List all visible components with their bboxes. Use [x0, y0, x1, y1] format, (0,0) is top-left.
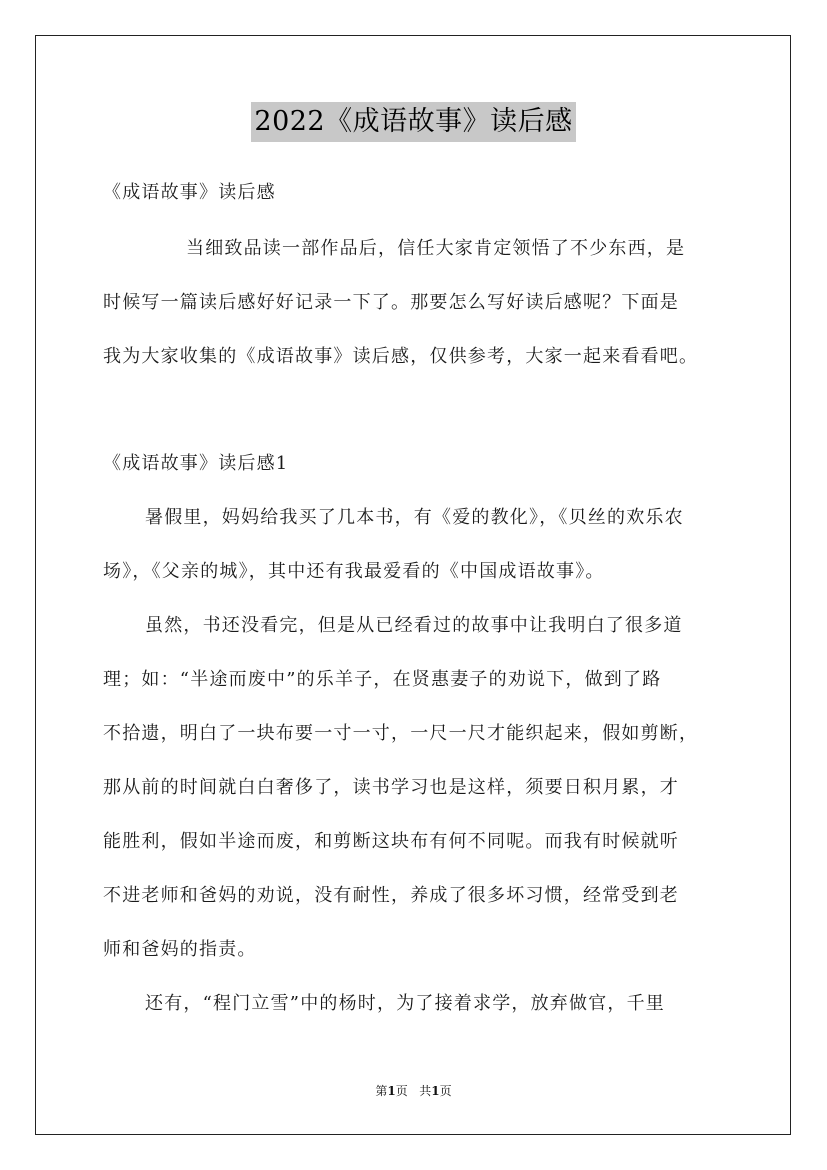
- paragraph-line: 还有，“程门立雪”中的杨时，为了接着求学，放弃做官，千里: [145, 993, 666, 1014]
- paragraph-line: 能胜利，假如半途而废，和剪断这块布有何不同呢。而我有时候就听: [103, 831, 679, 852]
- page-label-prefix: 第: [375, 1084, 388, 1098]
- paragraph-line: 理；如：“半途而废中”的乐羊子，在贤惠妻子的劝说下，做到了路: [103, 669, 662, 690]
- document-title: 2022《成语故事》读后感: [251, 102, 575, 142]
- paragraph-line: 虽然，书还没看完，但是从已经看过的故事中让我明白了很多道: [145, 615, 683, 636]
- total-label-suffix: 页: [439, 1084, 452, 1098]
- paragraph-line: 不进老师和爸妈的劝说，没有耐性，养成了很多坏习惯，经常受到老: [103, 885, 679, 906]
- paragraph-line: 那从前的时间就白白奢侈了，读书学习也是这样，须要日积月累，才: [103, 777, 679, 798]
- paragraph-line: 时候写一篇读后感好好记录一下了。那要怎么写好读后感呢？下面是: [103, 292, 679, 313]
- paragraph-line: 当细致品读一部作品后，信任大家肯定领悟了不少东西，是: [186, 238, 686, 259]
- paragraph-line: 场》，《父亲的城》，其中还有我最爱看的《中国成语故事》。: [103, 561, 605, 582]
- paragraph-line: 师和爸妈的指责。: [103, 939, 257, 960]
- page-number: 1: [387, 1084, 396, 1098]
- total-pages: 1: [431, 1084, 440, 1098]
- paragraph-line: 暑假里，妈妈给我买了几本书，有《爱的教化》，《贝丝的欢乐农: [145, 507, 684, 528]
- subtitle: 《成语故事》读后感: [103, 182, 276, 203]
- paragraph-line: 我为大家收集的《成语故事》读后感，仅供参考，大家一起来看看吧。: [103, 346, 699, 367]
- paragraph-line: 不拾遗，明白了一块布要一寸一寸，一尺一尺才能织起来，假如剪断，: [103, 723, 699, 744]
- total-label-prefix: 共: [419, 1084, 432, 1098]
- section-heading: 《成语故事》读后感1: [103, 453, 289, 474]
- title-container: [0, 102, 827, 142]
- page-label-suffix: 页: [395, 1084, 408, 1098]
- page-footer: [0, 1082, 827, 1099]
